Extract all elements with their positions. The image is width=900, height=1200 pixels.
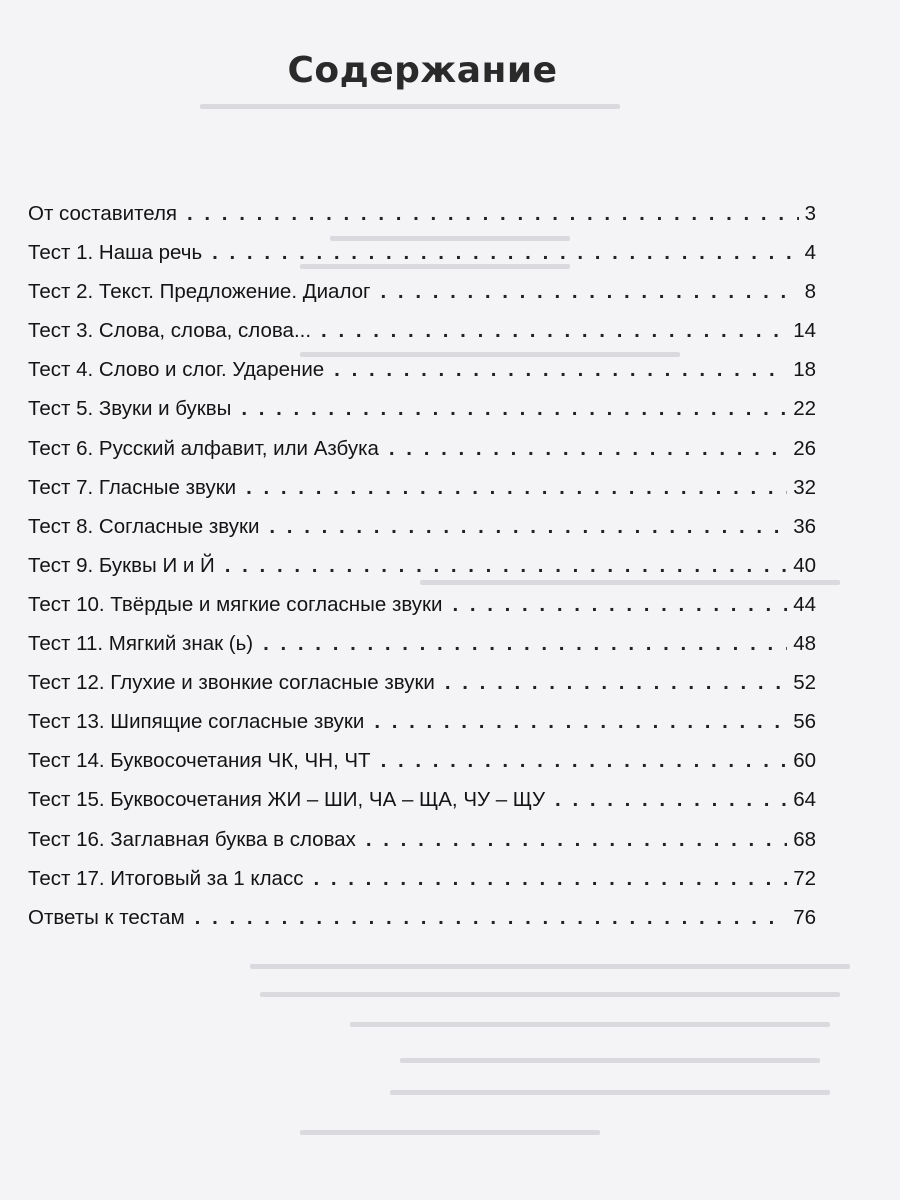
toc-entry-label: Тест 10. Твёрдые и мягкие согласные звуки [28, 592, 443, 616]
toc-entry-label: Тест 14. Буквосочетания ЧК, ЧН, ЧТ [28, 749, 371, 773]
toc-entry-label: Тест 5. Звуки и буквы [28, 397, 232, 421]
toc-entry-label: Тест 7. Гласные звуки [28, 475, 237, 499]
dot-leader [445, 663, 787, 702]
toc-entry-label: Тест 15. Буквосочетания ЖИ – ШИ, ЧА – ЩА, ЧУ – ЩУ [28, 788, 546, 812]
dot-leader [246, 468, 787, 507]
toc-page-number: 26 [793, 436, 816, 460]
dot-leader [374, 702, 787, 741]
dot-leader [321, 311, 787, 350]
toc-page-number: 44 [793, 592, 816, 616]
dot-leader [212, 233, 798, 272]
toc-entry[interactable] [28, 311, 816, 350]
toc-page-number: 60 [793, 749, 816, 773]
toc-entry[interactable] [28, 350, 816, 389]
toc-entry[interactable] [28, 624, 816, 663]
toc-entry[interactable] [28, 820, 816, 859]
toc-entry[interactable] [28, 429, 816, 468]
toc-page-number: 64 [793, 788, 816, 812]
toc-page-number: 72 [793, 866, 816, 890]
dot-leader [334, 350, 787, 389]
toc-page-number: 3 [804, 202, 816, 225]
dot-leader [452, 585, 787, 624]
dot-leader [241, 389, 787, 428]
toc-entry-label: Тест 16. Заглавная буква в словах [28, 827, 356, 851]
toc-entry-label: Тест 2. Текст. Предложение. Диалог [28, 280, 371, 304]
toc-page-number: 32 [793, 475, 816, 499]
toc-entry[interactable] [28, 507, 816, 546]
toc-entry[interactable] [28, 585, 816, 624]
toc-page-number: 22 [793, 397, 816, 421]
toc-entry-label: Тест 11. Мягкий знак (ь) [28, 632, 254, 656]
bleed-through-mark [390, 1090, 830, 1095]
toc-entry-label: Ответы к тестам [28, 905, 185, 929]
toc-entry-label: Тест 3. Слова, слова, слова... [28, 319, 312, 343]
dot-leader [187, 194, 799, 233]
toc-entry-label: От составителя [28, 202, 178, 225]
dot-leader [381, 272, 799, 311]
toc-page-number: 48 [793, 632, 816, 656]
dot-leader [366, 820, 787, 859]
bleed-through-mark [260, 992, 840, 997]
table-of-contents [28, 194, 816, 937]
toc-entry-label: Тест 9. Буквы И и Й [28, 553, 215, 577]
bleed-through-mark [400, 1058, 820, 1063]
toc-page-number: 52 [793, 671, 816, 695]
toc-entry[interactable] [28, 389, 816, 428]
toc-entry-label: Тест 12. Глухие и звонкие согласные звуки [28, 671, 435, 695]
bleed-through-mark [250, 964, 850, 969]
toc-entry[interactable] [28, 859, 816, 898]
bleed-through-mark [200, 104, 620, 109]
toc-entry[interactable] [28, 546, 816, 585]
toc-entry[interactable] [28, 468, 816, 507]
toc-entry-label: Тест 8. Согласные звуки [28, 514, 260, 538]
dot-leader [389, 429, 787, 468]
toc-entry[interactable] [28, 780, 816, 819]
dot-leader [269, 507, 787, 546]
toc-entry-label: Тест 4. Слово и слог. Ударение [28, 358, 325, 382]
toc-entry-label: Тест 1. Наша речь [28, 241, 203, 265]
bleed-through-mark [300, 1130, 600, 1135]
toc-page-number: 56 [793, 710, 816, 734]
toc-entry[interactable] [28, 898, 816, 937]
toc-entry[interactable] [28, 233, 816, 272]
bleed-through-mark [350, 1022, 830, 1027]
toc-entry[interactable] [28, 702, 816, 741]
dot-leader [381, 741, 788, 780]
dot-leader [263, 624, 787, 663]
toc-entry-label: Тест 17. Итоговый за 1 класс [28, 866, 304, 890]
toc-entry[interactable] [28, 663, 816, 702]
toc-page-number: 36 [793, 514, 816, 538]
toc-entry[interactable] [28, 272, 816, 311]
toc-page-number: 40 [793, 553, 816, 577]
toc-page-number: 76 [793, 905, 816, 929]
toc-page-number: 68 [793, 827, 816, 851]
toc-page-number: 8 [804, 280, 816, 304]
dot-leader [555, 780, 787, 819]
toc-entry[interactable] [28, 194, 816, 233]
toc-entry-label: Тест 6. Русский алфавит, или Азбука [28, 436, 379, 460]
dot-leader [195, 898, 788, 937]
page-title: Содержание [287, 50, 558, 91]
toc-entry-label: Тест 13. Шипящие согласные звуки [28, 710, 365, 734]
toc-page-number: 4 [804, 241, 816, 265]
toc-page-number: 14 [793, 319, 816, 343]
toc-page-number: 18 [793, 358, 816, 382]
dot-leader [225, 546, 787, 585]
dot-leader [313, 859, 787, 898]
toc-entry[interactable] [28, 741, 816, 780]
